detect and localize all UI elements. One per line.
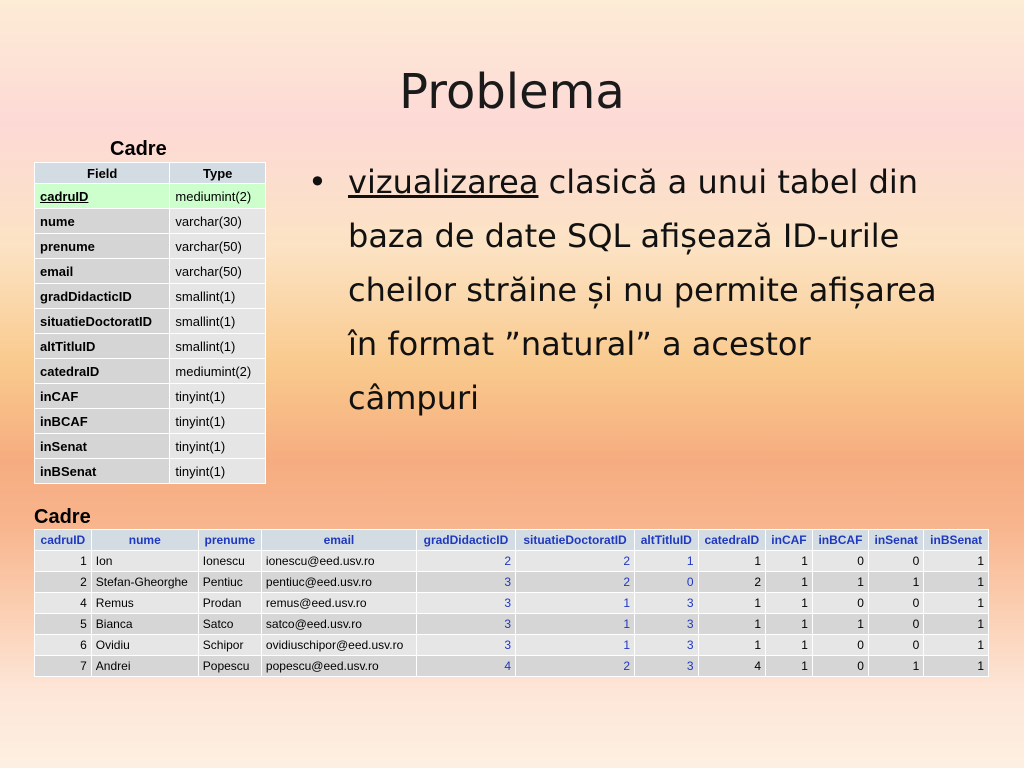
schema-table-label: Cadre xyxy=(110,138,167,160)
data-row xyxy=(35,551,988,571)
schema-row xyxy=(35,384,265,408)
data-cell-inBSenat: 1 xyxy=(924,572,988,592)
schema-type-cell: smallint(1) xyxy=(170,309,265,333)
data-cell-inBSenat: 1 xyxy=(924,551,988,571)
bullet-underlined-word: vizualizarea xyxy=(348,163,539,201)
schema-field-name: inCAF xyxy=(40,388,79,404)
schema-row xyxy=(35,259,265,283)
schema-type-cell: mediumint(2) xyxy=(170,359,265,383)
data-cell-email: popescu@eed.usv.ro xyxy=(262,656,416,676)
data-header-nume: nume xyxy=(92,530,198,550)
data-header-inBSenat: inBSenat xyxy=(924,530,988,550)
data-cell-situatieDoctoratID[interactable]: 2 xyxy=(516,551,634,571)
data-header-inCAF: inCAF xyxy=(766,530,812,550)
schema-field-cell xyxy=(35,334,169,358)
data-cell-inBCAF: 1 xyxy=(813,572,868,592)
schema-type-cell: smallint(1) xyxy=(170,284,265,308)
schema-row xyxy=(35,184,265,208)
data-cell-inSenat: 0 xyxy=(869,593,923,613)
data-row xyxy=(35,635,988,655)
schema-type-cell: varchar(50) xyxy=(170,234,265,258)
data-cell-inCAF: 1 xyxy=(766,656,812,676)
schema-type-cell: smallint(1) xyxy=(170,334,265,358)
data-cell-inBSenat: 1 xyxy=(924,614,988,634)
data-cell-inCAF: 1 xyxy=(766,614,812,634)
schema-field-cell xyxy=(35,409,169,433)
schema-field-cell xyxy=(35,259,169,283)
schema-field-name: inBSenat xyxy=(40,463,97,479)
schema-type-cell: tinyint(1) xyxy=(170,384,265,408)
data-cell-inBSenat: 1 xyxy=(924,635,988,655)
data-cell-inSenat: 0 xyxy=(869,614,923,634)
data-cell-cadruID: 6 xyxy=(35,635,91,655)
schema-field-cell xyxy=(35,284,169,308)
data-header-email: email xyxy=(262,530,416,550)
data-header-prenume: prenume xyxy=(199,530,261,550)
data-body xyxy=(35,551,988,676)
data-cell-nume: Bianca xyxy=(92,614,198,634)
data-cell-prenume: Satco xyxy=(199,614,261,634)
schema-field-cell xyxy=(35,209,169,233)
data-cell-cadruID: 1 xyxy=(35,551,91,571)
data-cell-gradDidacticID[interactable]: 3 xyxy=(417,572,515,592)
data-table-label: Cadre xyxy=(34,506,91,528)
schema-row xyxy=(35,434,265,458)
data-row xyxy=(35,593,988,613)
data-cell-gradDidacticID[interactable]: 3 xyxy=(417,635,515,655)
data-header-row xyxy=(35,530,988,550)
schema-header-type: Type xyxy=(170,163,265,183)
data-cell-catedraID: 1 xyxy=(699,614,765,634)
data-cell-nume: Stefan-Gheorghe xyxy=(92,572,198,592)
data-cell-gradDidacticID[interactable]: 2 xyxy=(417,551,515,571)
data-cell-situatieDoctoratID[interactable]: 1 xyxy=(516,593,634,613)
schema-field-cell xyxy=(35,459,169,483)
data-cell-cadruID: 4 xyxy=(35,593,91,613)
data-cell-altTitluID[interactable]: 3 xyxy=(635,614,698,634)
data-cell-nume: Ovidiu xyxy=(92,635,198,655)
data-cell-prenume: Prodan xyxy=(199,593,261,613)
data-row xyxy=(35,656,988,676)
data-header-situatieDoctoratID: situatieDoctoratID xyxy=(516,530,634,550)
schema-field-cell xyxy=(35,359,169,383)
schema-header-row xyxy=(35,163,265,183)
schema-type-cell: mediumint(2) xyxy=(170,184,265,208)
data-cell-catedraID: 1 xyxy=(699,551,765,571)
data-cell-cadruID: 2 xyxy=(35,572,91,592)
schema-field-cell xyxy=(35,309,169,333)
data-cell-cadruID: 7 xyxy=(35,656,91,676)
data-row xyxy=(35,572,988,592)
data-cell-catedraID: 4 xyxy=(699,656,765,676)
bullet-dot-icon: • xyxy=(308,163,327,201)
schema-field-name: gradDidacticID xyxy=(40,288,132,304)
data-cell-inBCAF: 0 xyxy=(813,593,868,613)
data-cell-email: ionescu@eed.usv.ro xyxy=(262,551,416,571)
schema-field-cell xyxy=(35,184,169,208)
data-cell-altTitluID[interactable]: 3 xyxy=(635,656,698,676)
schema-type-cell: varchar(30) xyxy=(170,209,265,233)
data-cell-inCAF: 1 xyxy=(766,635,812,655)
data-cell-inBCAF: 0 xyxy=(813,656,868,676)
bullet-rest-text: clasică a unui tabel din baza de date SQL afișează ID-urile cheilor străine și nu permite afișarea în format ”natural” a acestor câmpuri xyxy=(348,163,937,417)
schema-field-name: prenume xyxy=(40,238,95,254)
data-header-altTitluID: altTitluID xyxy=(635,530,698,550)
schema-field-name: email xyxy=(40,263,74,279)
data-cell-inBSenat: 1 xyxy=(924,593,988,613)
data-table xyxy=(34,529,989,677)
data-cell-email: remus@eed.usv.ro xyxy=(262,593,416,613)
data-header-catedraID: catedraID xyxy=(699,530,765,550)
schema-row xyxy=(35,284,265,308)
data-cell-email: satco@eed.usv.ro xyxy=(262,614,416,634)
data-cell-email: pentiuc@eed.usv.ro xyxy=(262,572,416,592)
data-cell-situatieDoctoratID[interactable]: 2 xyxy=(516,656,634,676)
data-cell-prenume: Popescu xyxy=(199,656,261,676)
schema-field-cell xyxy=(35,234,169,258)
schema-field-name: nume xyxy=(40,213,75,229)
schema-type-cell: varchar(50) xyxy=(170,259,265,283)
data-cell-inSenat: 1 xyxy=(869,572,923,592)
schema-table xyxy=(34,162,266,484)
data-row xyxy=(35,614,988,634)
data-cell-inBSenat: 1 xyxy=(924,656,988,676)
schema-type-cell: tinyint(1) xyxy=(170,459,265,483)
data-cell-prenume: Pentiuc xyxy=(199,572,261,592)
data-cell-gradDidacticID[interactable]: 4 xyxy=(417,656,515,676)
schema-field-name: inBCAF xyxy=(40,413,88,429)
schema-field-cell xyxy=(35,434,169,458)
data-cell-cadruID: 5 xyxy=(35,614,91,634)
schema-field-name: altTitluID xyxy=(40,338,96,354)
schema-row xyxy=(35,209,265,233)
data-cell-gradDidacticID[interactable]: 3 xyxy=(417,593,515,613)
data-cell-inBCAF: 0 xyxy=(813,551,868,571)
data-header-gradDidacticID: gradDidacticID xyxy=(417,530,515,550)
slide-title: Problema xyxy=(399,64,625,120)
data-cell-catedraID: 1 xyxy=(699,635,765,655)
schema-field-name: catedraID xyxy=(40,363,100,379)
schema-type-cell: tinyint(1) xyxy=(170,409,265,433)
data-cell-inSenat: 1 xyxy=(869,656,923,676)
data-cell-prenume: Ionescu xyxy=(199,551,261,571)
data-cell-situatieDoctoratID[interactable]: 1 xyxy=(516,614,634,634)
data-cell-inCAF: 1 xyxy=(766,551,812,571)
schema-field-cell xyxy=(35,384,169,408)
data-cell-situatieDoctoratID[interactable]: 2 xyxy=(516,572,634,592)
schema-row xyxy=(35,359,265,383)
schema-row xyxy=(35,234,265,258)
data-header-inBCAF: inBCAF xyxy=(813,530,868,550)
data-cell-inBCAF: 0 xyxy=(813,635,868,655)
schema-field-name: cadruID xyxy=(40,188,89,204)
data-cell-catedraID: 2 xyxy=(699,572,765,592)
data-cell-situatieDoctoratID[interactable]: 1 xyxy=(516,635,634,655)
data-cell-inSenat: 0 xyxy=(869,551,923,571)
data-cell-email: ovidiuschipor@eed.usv.ro xyxy=(262,635,416,655)
data-header-cadruID: cadruID xyxy=(35,530,91,550)
data-cell-nume: Andrei xyxy=(92,656,198,676)
data-cell-prenume: Schipor xyxy=(199,635,261,655)
data-cell-inCAF: 1 xyxy=(766,593,812,613)
data-header-inSenat: inSenat xyxy=(869,530,923,550)
schema-row xyxy=(35,309,265,333)
data-cell-nume: Ion xyxy=(92,551,198,571)
data-cell-altTitluID[interactable]: 3 xyxy=(635,635,698,655)
schema-field-name: situatieDoctoratID xyxy=(40,313,152,329)
schema-row xyxy=(35,459,265,483)
data-cell-nume: Remus xyxy=(92,593,198,613)
schema-type-cell: tinyint(1) xyxy=(170,434,265,458)
schema-body xyxy=(35,184,265,483)
schema-row xyxy=(35,334,265,358)
data-cell-altTitluID[interactable]: 1 xyxy=(635,551,698,571)
data-cell-catedraID: 1 xyxy=(699,593,765,613)
data-cell-inBCAF: 1 xyxy=(813,614,868,634)
bullet-text xyxy=(348,155,948,425)
schema-row xyxy=(35,409,265,433)
data-cell-altTitluID[interactable]: 3 xyxy=(635,593,698,613)
data-cell-inSenat: 0 xyxy=(869,635,923,655)
schema-header-field: Field xyxy=(35,163,169,183)
data-cell-altTitluID[interactable]: 0 xyxy=(635,572,698,592)
data-cell-gradDidacticID[interactable]: 3 xyxy=(417,614,515,634)
data-cell-inCAF: 1 xyxy=(766,572,812,592)
schema-field-name: inSenat xyxy=(40,438,87,454)
